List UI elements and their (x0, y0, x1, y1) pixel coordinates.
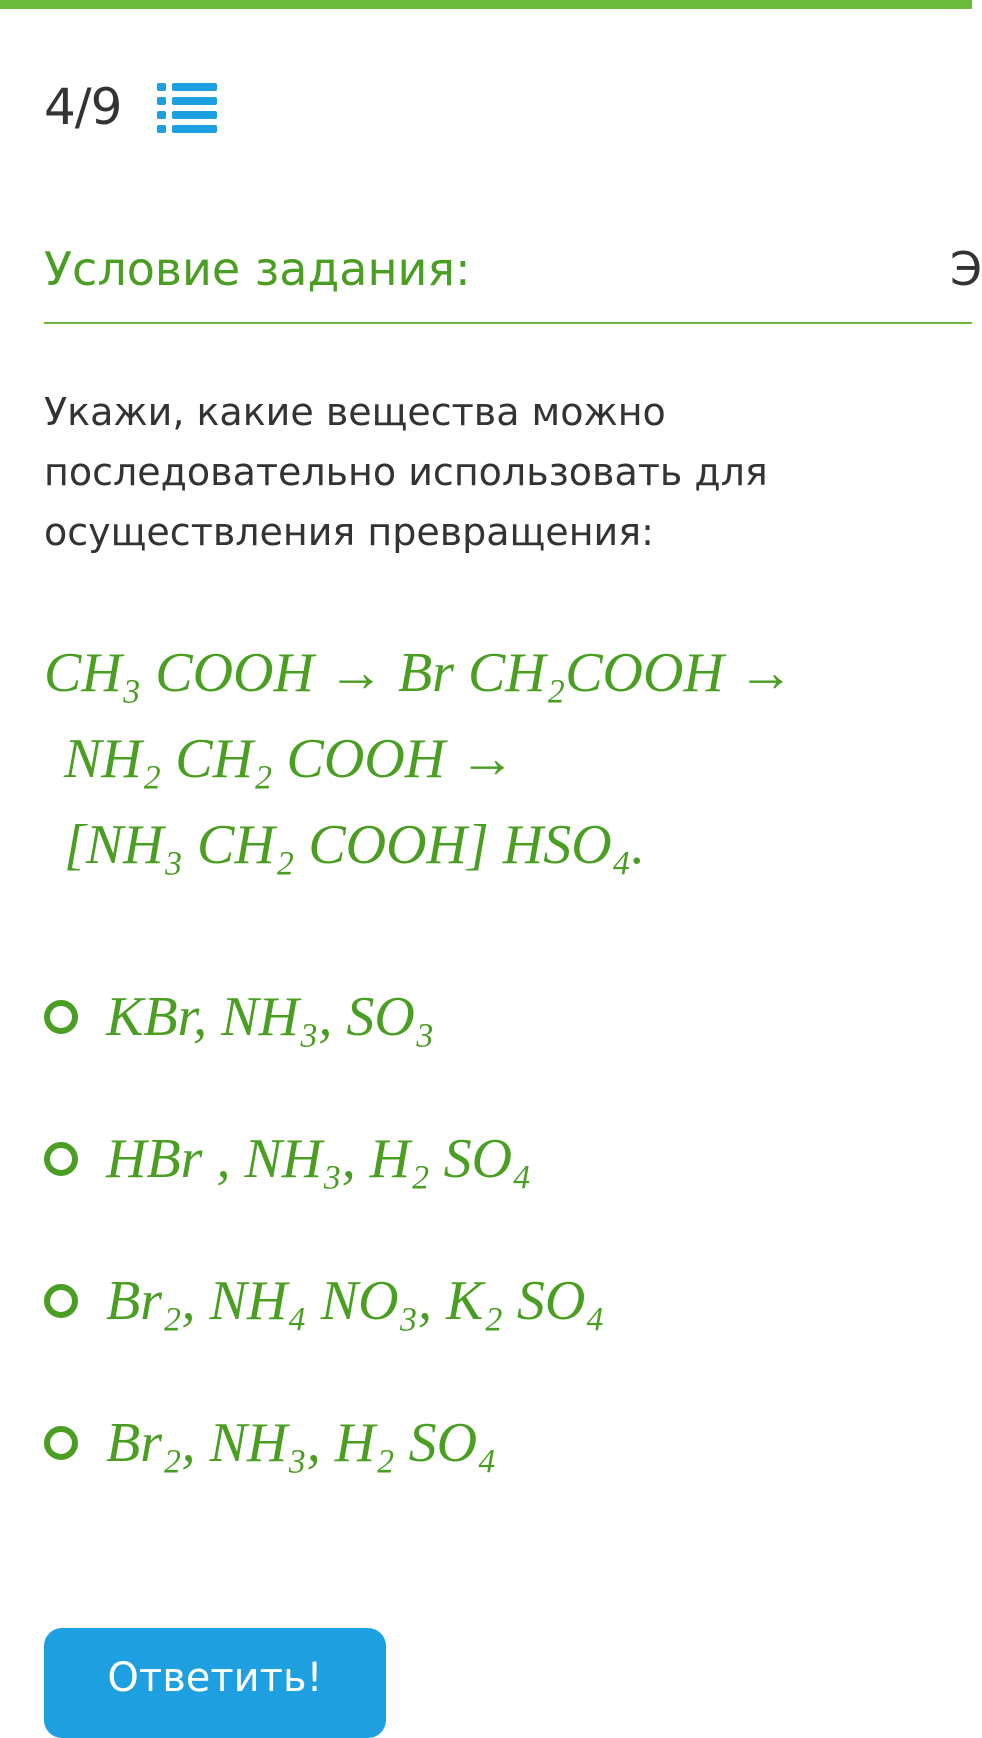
task-question-text: Укажи, какие вещества можно последовательно использовать для осуществления превращения: (44, 390, 768, 554)
radio-button-icon[interactable] (44, 1142, 78, 1176)
option-label: HBr , NH₃, H₂ SO₄ (106, 1128, 532, 1190)
option-label: Br₂, NH₄ NO₃, K₂ SO₄ (106, 1270, 605, 1332)
answer-options (44, 982, 605, 1550)
condition-title: Условие задания: (44, 242, 471, 296)
formula-line-1: CH₃ COOH → Br CH₂COOH → (44, 642, 794, 704)
cut-off-text: Э (950, 242, 982, 296)
progress-counter: 4/9 (44, 78, 122, 136)
option-label: KBr, NH₃, SO₃ (106, 986, 435, 1048)
submit-button[interactable]: Ответить! (44, 1628, 386, 1738)
radio-button-icon[interactable] (44, 1284, 78, 1318)
radio-button-icon[interactable] (44, 1000, 78, 1034)
top-progress-bar (0, 0, 972, 9)
question-progress (44, 76, 219, 138)
answer-option-1[interactable] (44, 982, 605, 1052)
option-label: Br₂, NH₃, H₂ SO₄ (106, 1412, 497, 1474)
section-divider (44, 322, 972, 324)
radio-button-icon[interactable] (44, 1426, 78, 1460)
formula-line-3: [NH₃ CH₂ COOH] HSO₄. (64, 814, 646, 876)
formula-line-2: NH₂ CH₂ COOH → (64, 728, 516, 790)
answer-option-2[interactable] (44, 1124, 605, 1194)
answer-option-3[interactable] (44, 1266, 605, 1336)
list-icon[interactable] (155, 79, 219, 139)
reaction-formula (44, 630, 964, 888)
answer-option-4[interactable] (44, 1408, 605, 1478)
